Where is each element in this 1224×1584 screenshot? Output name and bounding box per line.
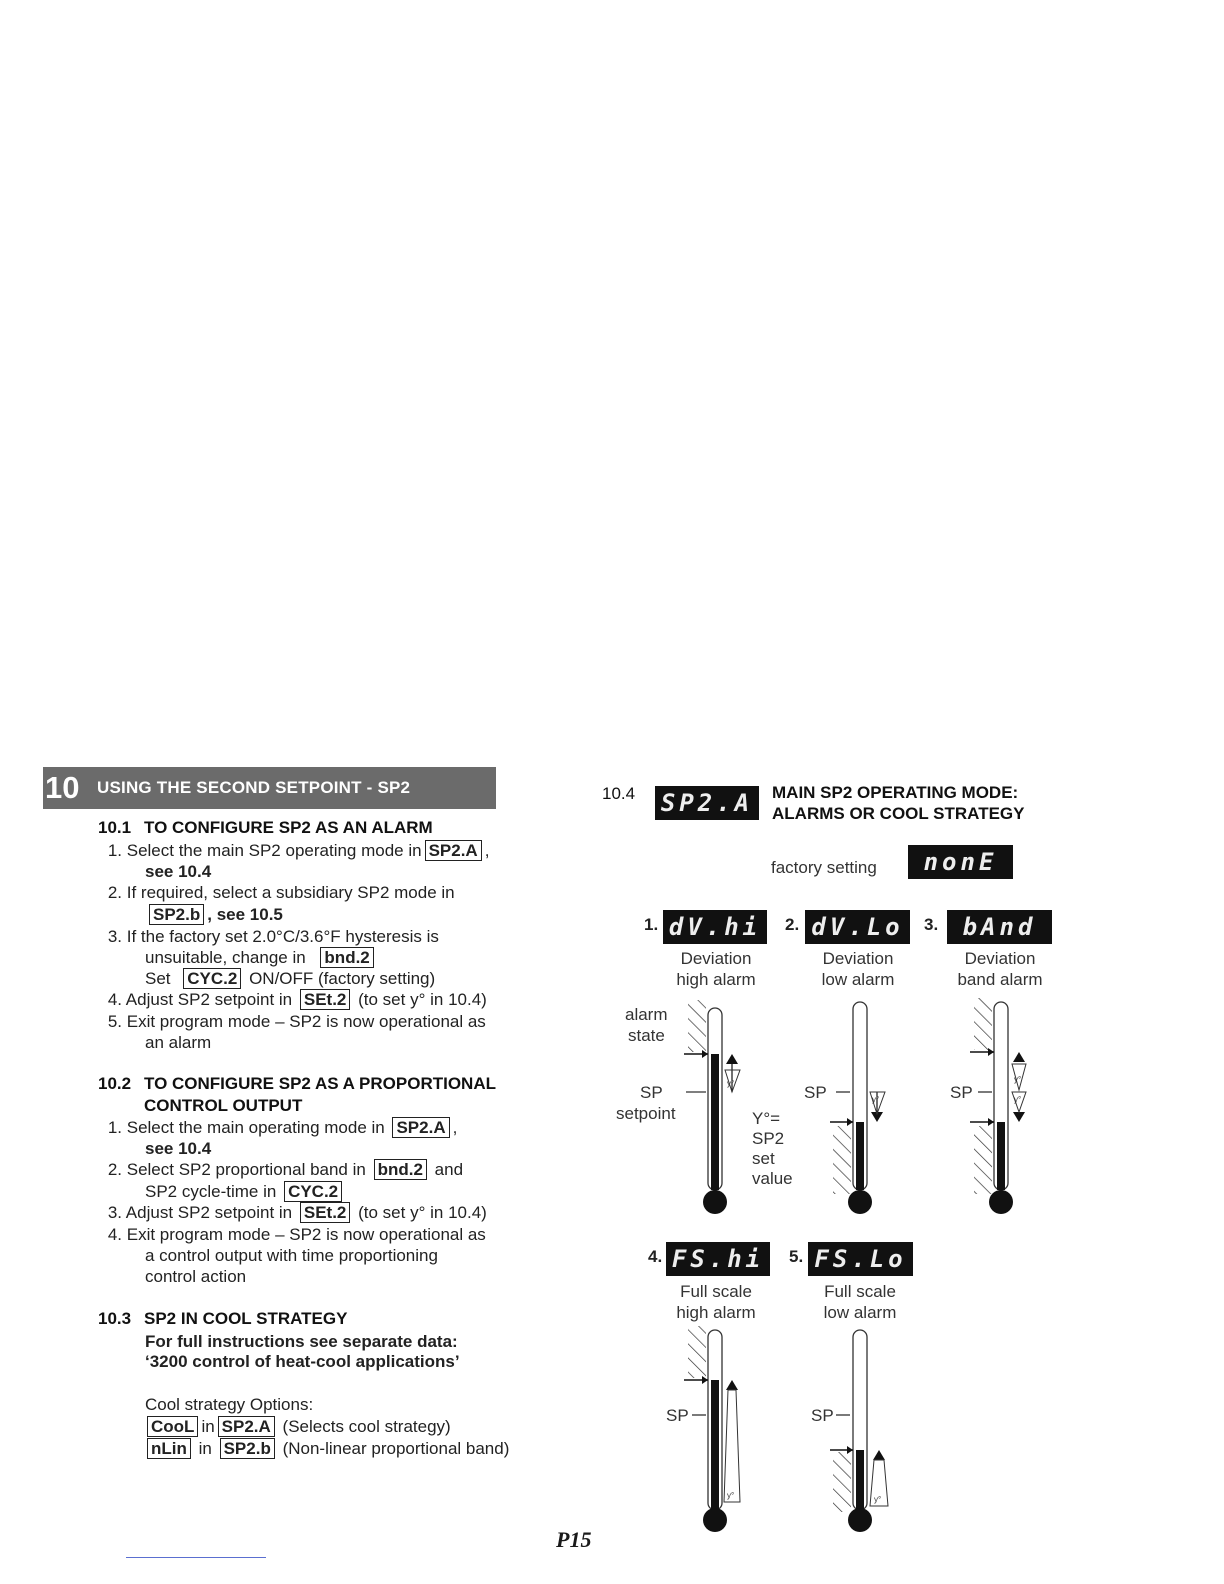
label-sp-3: SP <box>950 1083 973 1102</box>
step-10-1-3: 3. If the factory set 2.0°C/3.6°F hysteresis is <box>107 927 439 946</box>
code-box: SEt.2 <box>300 989 351 1010</box>
heading-10-2: 10.2 TO CONFIGURE SP2 AS A PROPORTIONAL <box>98 1074 496 1093</box>
label-y-value: Y°= SP2 set value <box>752 1109 793 1188</box>
step-10-2-2-cont: SP2 cycle-time in CYC.2 <box>145 1181 345 1202</box>
thermometer-band <box>970 998 1026 1214</box>
lcd-display-mode-5: FS.Lo <box>808 1242 913 1276</box>
see-ref: see 10.4 <box>145 1139 212 1158</box>
label-sp-4: SP <box>666 1406 689 1425</box>
label-setpoint: setpoint <box>616 1104 676 1123</box>
lcd-display-mode-4: FS.hi <box>666 1242 770 1276</box>
mode-caption-3: Deviation band alarm <box>957 949 1043 989</box>
heading-10-4-title-1: MAIN SP2 OPERATING MODE: <box>772 783 1019 802</box>
step-10-1-4: 4. Adjust SP2 setpoint in SEt.2 (to set y° in 10.4) <box>107 990 487 1009</box>
lcd-display-mode-1: dV.hi <box>663 910 767 944</box>
heading-10-4-title-2: ALARMS OR COOL STRATEGY <box>772 804 1025 823</box>
note-line-1: For full instructions see separate data: <box>145 1332 458 1351</box>
section-header-bar <box>43 767 496 809</box>
svg-text:y°: y° <box>1014 1095 1022 1104</box>
thermometer-deviation-low <box>830 1002 885 1214</box>
code-box: nLin <box>147 1438 191 1459</box>
section-number: 10 <box>45 770 80 805</box>
thermometer-fullscale-low <box>830 1330 888 1532</box>
svg-text:y°: y° <box>1014 1075 1022 1084</box>
mode-caption-5: Full scale low alarm <box>823 1282 897 1322</box>
heading-10-1: 10.1 TO CONFIGURE SP2 AS AN ALARM <box>98 818 433 837</box>
page-number: P15 <box>556 1527 592 1552</box>
code-box: SP2.A <box>425 840 482 861</box>
code-box: CYC.2 <box>183 968 241 989</box>
code-box: bnd.2 <box>374 1159 427 1180</box>
lcd-display-sp2a: SP2.A <box>655 786 759 820</box>
heading-10-2-cont: CONTROL OUTPUT <box>144 1096 303 1115</box>
thermometer-fullscale-high <box>684 1326 740 1532</box>
label-sp-2: SP <box>804 1083 827 1102</box>
svg-text:y°: y° <box>874 1495 882 1504</box>
note-line-2: ‘3200 control of heat-cool applications’ <box>145 1352 460 1371</box>
thermometer-diagrams <box>560 990 1120 1550</box>
code-box: SP2.b <box>220 1438 275 1459</box>
step-10-2-3: 3. Adjust SP2 setpoint in SEt.2 (to set y° in 10.4) <box>107 1203 487 1222</box>
code-box: SP2.A <box>392 1117 449 1138</box>
cool-option-2: nLin in SP2.b (Non-linear proportional band) <box>145 1438 509 1459</box>
footer-rule <box>126 1557 266 1558</box>
mode-number-2: 2. <box>785 915 800 934</box>
mode-number-3: 3. <box>924 915 939 934</box>
label-state: state <box>628 1026 665 1045</box>
see-ref: see 10.4 <box>145 862 212 881</box>
step-10-1-5: 5. Exit program mode – SP2 is now operational as <box>107 1012 486 1031</box>
step-10-1-3-cont: unsuitable, change in bnd.2 <box>145 947 377 968</box>
mode-number-5: 5. <box>789 1247 804 1266</box>
step-10-1-2: 2. If required, select a subsidiary SP2 mode in <box>107 883 455 902</box>
lcd-display-mode-2: dV.Lo <box>805 910 910 944</box>
step-10-1-5-cont: an alarm <box>145 1033 212 1052</box>
heading-10-4-number: 10.4 <box>602 784 636 803</box>
code-box: SP2.A <box>218 1416 275 1437</box>
thermometer-deviation-high <box>684 1000 740 1214</box>
step-10-2-2: 2. Select SP2 proportional band in bnd.2 and <box>107 1160 464 1179</box>
cool-option-1: CooL in SP2.A (Selects cool strategy) <box>145 1416 451 1437</box>
mode-number-1: 1. <box>644 915 659 934</box>
code-box: SEt.2 <box>300 1202 351 1223</box>
heading-10-3: 10.3 SP2 IN COOL STRATEGY <box>98 1309 348 1328</box>
step-10-1-2-cont: SP2.b , see 10.5 <box>145 904 283 925</box>
step-10-2-1: 1. Select the main operating mode in SP2.A , <box>107 1118 458 1137</box>
y-degree-label: y° <box>727 1079 735 1088</box>
step-10-2-4: 4. Exit program mode – SP2 is now operational as <box>107 1225 486 1244</box>
label-sp-5: SP <box>811 1406 834 1425</box>
step-10-2-4-cont2: control action <box>145 1267 247 1286</box>
label-sp-1: SP <box>640 1083 663 1102</box>
step-10-1-3-cont2: Set CYC.2 ON/OFF (factory setting) <box>145 969 436 988</box>
step-10-1-1: 1. Select the main SP2 operating mode in SP2.A , <box>107 841 490 860</box>
mode-caption-4: Full scale high alarm <box>676 1282 756 1322</box>
code-box: CYC.2 <box>284 1181 342 1202</box>
svg-text:y°: y° <box>872 1095 880 1104</box>
step-10-2-4-cont: a control output with time proportioning <box>145 1246 438 1265</box>
lcd-display-none: nonE <box>908 845 1013 879</box>
section-title: USING THE SECOND SETPOINT - SP2 <box>97 778 411 797</box>
mode-caption-1: Deviation high alarm <box>676 949 756 989</box>
code-box: SP2.b <box>149 904 204 925</box>
code-box: CooL <box>147 1416 198 1437</box>
svg-text:y°: y° <box>727 1491 735 1500</box>
lcd-display-mode-3: bAnd <box>947 910 1052 944</box>
mode-caption-2: Deviation low alarm <box>821 949 895 989</box>
mode-number-4: 4. <box>648 1247 663 1266</box>
code-box: bnd.2 <box>320 947 373 968</box>
cool-options-label: Cool strategy Options: <box>145 1395 314 1414</box>
factory-setting-label: factory setting <box>771 858 877 877</box>
label-alarm: alarm <box>625 1005 668 1024</box>
